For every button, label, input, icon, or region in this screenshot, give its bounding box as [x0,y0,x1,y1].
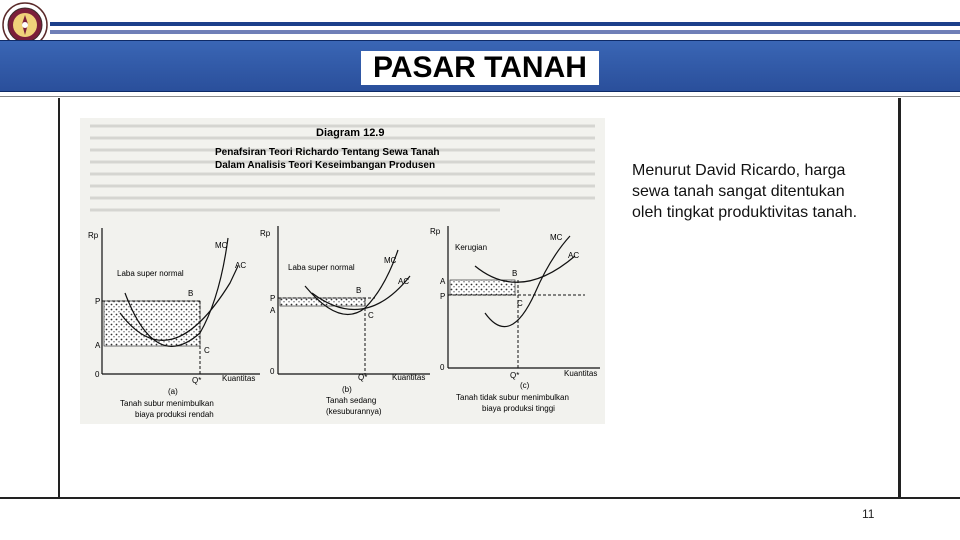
panel-c-a: A [440,277,446,286]
panel-a-caption-1: Tanah subur menimbulkan [120,399,214,408]
panel-b-axis-y: Rp [260,229,271,238]
panel-b-a: A [270,306,276,315]
panel-b-caption-1: Tanah sedang [326,396,377,405]
panel-c-p: P [440,292,446,301]
panel-a-label: (a) [168,387,178,396]
panel-b [260,226,430,416]
panel-c-q: Q* [510,371,520,380]
panel-c-axis-y: Rp [430,227,441,236]
frame-right-line [898,98,901,498]
panel-b-profit-area [280,298,365,306]
panel-b-b: B [356,286,362,295]
slide-body-text: Menurut David Ricardo, harga sewa tanah sangat ditentukan oleh tingkat produktivitas tanah. [632,162,858,221]
panel-c-axis-x: Kuantitas [564,369,598,378]
panel-c-caption-2: biaya produksi tinggi [482,404,555,413]
panel-c-label: (c) [520,381,530,390]
panel-b-zero: 0 [270,367,275,376]
frame-left-line [58,98,60,498]
panel-c-loss-area [450,280,515,295]
panel-c-ac: AC [568,251,580,260]
panel-b-q: Q* [358,373,368,382]
panel-c [430,226,600,413]
panel-a-ac: AC [235,261,247,270]
panel-a-a: A [95,341,101,350]
panel-a-axis-x: Kuantitas [222,374,256,383]
panel-c-mc: MC [550,233,563,242]
panel-c-b: B [512,269,518,278]
panel-a-b: B [188,289,194,298]
panel-a-zero: 0 [95,370,100,379]
panel-b-axis-x: Kuantitas [392,373,426,382]
panel-c-c: C [517,299,523,308]
frame-bottom-line [0,497,960,499]
diagram-subtitle-2: Dalam Analisis Teori Keseimbangan Produsen [215,160,436,171]
header-rule-bottom [50,30,960,34]
title-wrapper [0,48,960,88]
panel-b-label: (b) [342,385,352,394]
panel-a [88,228,260,419]
panel-b-c: C [368,311,374,320]
header-rule-top [50,22,960,26]
panel-a-mc: MC [215,241,228,250]
panel-b-ac: AC [398,277,410,286]
panel-a-c: C [204,346,210,355]
panel-c-area-label: Kerugian [455,243,488,252]
panel-c-ac-curve [475,256,575,282]
panel-a-area-label: Laba super normal [117,269,184,278]
frame-top-line [0,96,960,97]
panel-a-p: P [95,297,101,306]
diagram-subtitle-1: Penafsiran Teori Richardo Tentang Sewa Tanah [215,147,440,158]
panel-b-caption-2: (kesuburannya) [326,407,382,416]
panel-a-q: Q* [192,376,202,385]
slide-title: PASAR TANAH [361,51,599,85]
ricardo-diagram-figure [80,118,605,424]
diagram-title: Diagram 12.9 [316,127,385,139]
panel-c-caption-1: Tanah tidak subur menimbulkan [456,393,569,402]
panel-b-area-label: Laba super normal [288,263,355,272]
page-number: 11 [862,507,875,521]
panel-a-axis-y: Rp [88,231,99,240]
panel-b-mc: MC [384,256,397,265]
panel-b-p: P [270,294,276,303]
panel-c-zero: 0 [440,363,445,372]
panel-a-caption-2: biaya produksi rendah [135,410,214,419]
